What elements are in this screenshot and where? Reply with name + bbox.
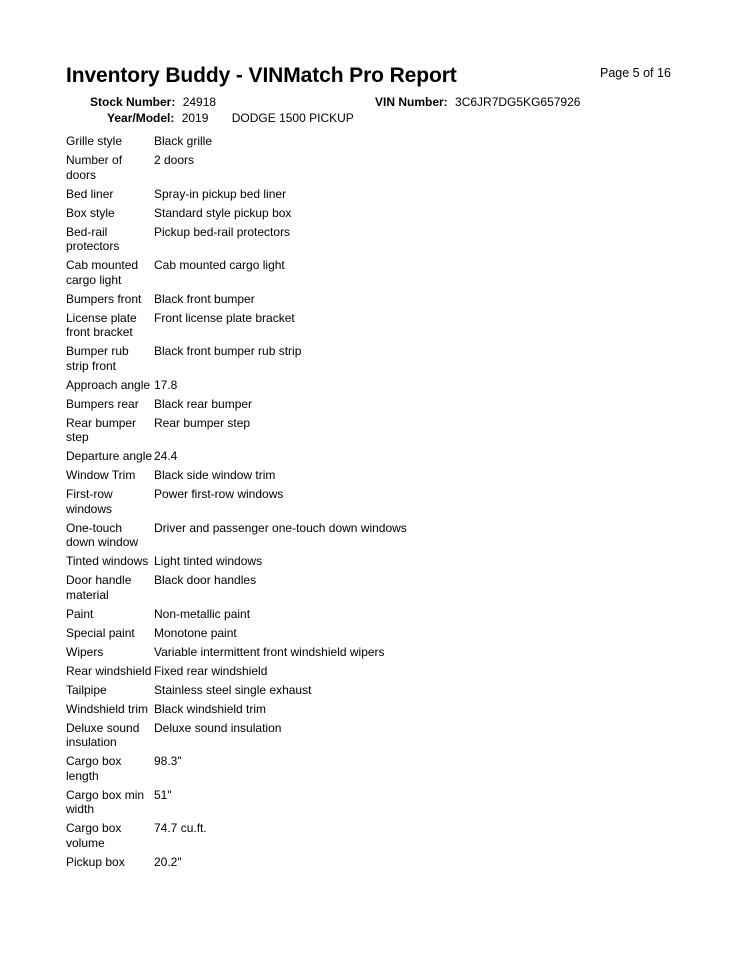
spec-name: Rear windshield [66,663,152,678]
spec-row [66,378,526,397]
spec-row [66,206,526,225]
spec-name: Grille style [66,134,123,148]
spec-row [66,788,526,822]
spec-value: Deluxe sound insulation [154,720,282,735]
spec-name: First-row windows [66,487,113,516]
spec-row [66,754,526,788]
spec-value: Black door handles [154,573,257,587]
vin-number-label: VIN Number: [375,95,448,109]
spec-name: Bumpers rear [66,396,139,411]
spec-row [66,311,526,345]
spec-value: Variable intermittent front windshield wipers [154,644,385,659]
spec-name: Bumper rub strip front [66,344,129,373]
spec-name: Tinted windows [66,554,149,568]
spec-row [66,573,526,607]
model-value: DODGE 1500 PICKUP [231,111,354,125]
spec-value: 74.7 cu.ft. [154,821,207,835]
spec-row [66,607,526,626]
spec-name: Pickup box [66,854,125,869]
spec-table [66,134,526,874]
spec-value: Pickup bed-rail protectors [154,224,291,239]
vin-number [375,95,580,109]
spec-row [66,225,526,259]
spec-value: 98.3" [154,754,182,768]
spec-value: Cab mounted cargo light [154,258,285,272]
spec-row [66,449,526,468]
spec-value: Black front bumper rub strip [154,344,302,358]
spec-name: Bed liner [66,186,114,201]
spec-row [66,554,526,573]
stock-number-label: Stock Number: [90,95,176,109]
spec-name: Paint [66,606,94,621]
spec-name: One-touch down window [66,520,139,549]
spec-row [66,397,526,416]
spec-row [66,258,526,292]
spec-row [66,855,526,874]
spec-value: Black windshield trim [154,701,267,716]
spec-name: Window Trim [66,468,136,482]
spec-name: Rear bumper step [66,415,137,444]
spec-value: 17.8 [154,377,178,392]
spec-row [66,468,526,487]
spec-name: Tailpipe [66,682,107,697]
spec-row [66,645,526,664]
stock-number-value: 24918 [182,95,217,109]
spec-value: 2 doors [154,153,195,167]
spec-row [66,702,526,721]
spec-name: Bumpers front [66,291,142,306]
spec-row [66,521,526,555]
spec-row [66,153,526,187]
spec-name: Cargo box length [66,754,122,783]
spec-name: Special paint [66,625,135,640]
spec-value: Fixed rear windshield [154,663,268,678]
spec-value: 20.2" [154,854,182,869]
spec-row [66,721,526,755]
spec-row [66,187,526,206]
spec-value: Monotone paint [154,625,237,640]
vin-number-value: 3C6JR7DG5KG657926 [455,95,581,109]
spec-value: Driver and passenger one-touch down windows [154,520,407,535]
year-value: 2019 [181,111,209,125]
spec-value: 51" [154,787,172,802]
spec-value: Black front bumper [154,291,255,306]
spec-value: Black side window trim [154,468,276,482]
spec-row [66,134,526,153]
spec-value: Stainless steel single exhaust [154,682,312,697]
spec-row [66,416,526,450]
report-title: Inventory Buddy - VINMatch Pro Report [66,64,457,87]
spec-name: Cargo box volume [66,821,122,850]
stock-number [90,95,216,109]
spec-value: Standard style pickup box [154,205,292,220]
spec-row [66,683,526,702]
spec-name: Number of doors [66,153,123,182]
spec-name: Departure angle [66,449,153,463]
spec-name: Cab mounted cargo light [66,258,139,287]
spec-value: Rear bumper step [154,415,251,430]
spec-row [66,664,526,683]
spec-row [66,487,526,521]
spec-value: Non-metallic paint [154,606,251,621]
spec-value: Front license plate bracket [154,310,295,325]
spec-value: Light tinted windows [154,554,263,568]
spec-name: Wipers [66,644,104,659]
spec-row [66,292,526,311]
spec-row [66,821,526,855]
year-model [107,111,354,125]
year-model-label: Year/Model: [107,111,175,125]
spec-name: License plate front bracket [66,310,137,339]
page-number: Page 5 of 16 [600,66,671,80]
spec-value: 24.4 [154,449,178,463]
spec-name: Cargo box min width [66,787,145,816]
spec-value: Spray-in pickup bed liner [154,186,287,201]
spec-name: Bed-rail protectors [66,224,120,253]
spec-name: Approach angle [66,377,151,392]
spec-value: Black grille [154,134,213,148]
spec-name: Windshield trim [66,701,149,716]
spec-row [66,344,526,378]
spec-name: Door handle material [66,573,132,602]
spec-value: Power first-row windows [154,487,284,501]
spec-name: Box style [66,205,115,220]
spec-row [66,626,526,645]
spec-name: Deluxe sound insulation [66,720,140,749]
spec-value: Black rear bumper [154,396,253,411]
